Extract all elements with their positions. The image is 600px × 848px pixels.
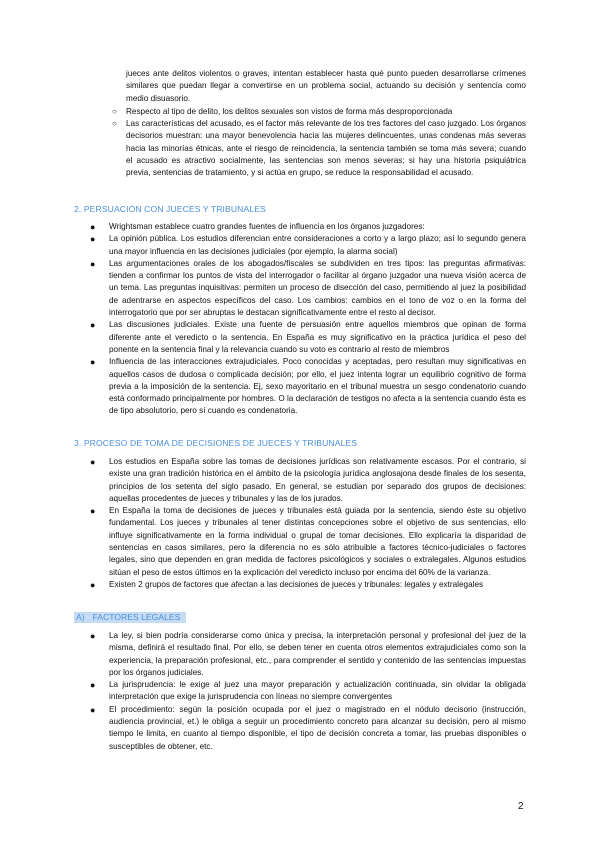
- section-heading: 2. PERSUACIÓN CON JUECES Y TRIBUNALES: [74, 204, 266, 214]
- bullet-item: [74, 319, 526, 356]
- bullet-item: [74, 221, 526, 233]
- section-heading: 3. PROCESO DE TOMA DE DECISIONES DE JUECES Y TRIBUNALES: [74, 438, 358, 448]
- bullet-text: Los estudios en España sobre las tomas de decisiones jurídicas son relativamente escasos. Por el contrario, si existe una gran tradición histórica en el ámbito de la psicología jurídica anglosajona desde finales de los sesenta, principios de los setenta del siglo pasado. En general, se estudian por separado dos grupos de decisiones: aquellas procedentes de jueces y tribunales y las de los jurados.: [109, 457, 526, 503]
- bullet-text: Las discusiones judiciales. Existe una fuente de persuasión entre aquellos miembros que opinan de forma diferente ante el veredicto o la sentencia. En España es muy significativo en la práctica jurídica el peso del ponente en la sentencia final y la relevancia cuando su voto es contrario al resto de miembros: [109, 320, 526, 354]
- bullet-item: [74, 704, 526, 753]
- bullet-item: [74, 679, 526, 704]
- bullet-text: La opinión pública. Los estudios diferencian entre consideraciones a corto y a largo plazo; así lo segundo genera una mayor influencia en las decisiones judiciales (por ejemplo, la alarma social): [109, 234, 526, 256]
- bullet-item: [74, 258, 526, 319]
- bullet-item: [74, 356, 526, 417]
- disc-bullet-icon: ●: [90, 704, 96, 715]
- disc-bullet-icon: ●: [90, 631, 96, 641]
- sub-bullet-item: [112, 118, 526, 179]
- bullet-item: [74, 233, 526, 258]
- subsection-title: FACTORES LEGALES: [92, 612, 181, 622]
- bullet-text: Wrightsman establece cuatro grandes fuentes de influencia en los órganos juzgadores:: [109, 222, 425, 231]
- bullet-item: [74, 505, 526, 579]
- sub-bullet-item: [112, 106, 526, 118]
- bullet-text: En España la toma de decisiones de jueces y tribunales está guiada por la sentencia, siendo éste su objetivo fundamental. Los jueces y tribunales al tener distintas concepciones sobre el objetivo de sus sentencias, ello influye significativamente en la forma individual o grupal de tomar decisiones. Ello explicaría la disparidad de sentencias en casos similares, pero la diferencia no es sólo atribuible a factores técnico-judiciales o factores legales, sino que dependen en gran medida de factores psicológicos y sociales o extralegales. Algunos estudios sitúan el peso de estos últimos en la explicación del veredicto incluso por encima del 60% de la varianza.: [109, 506, 526, 577]
- sub-bullet-text: Las características del acusado, es el factor más relevante de los tres factores del caso juzgado. Los órganos decisorios muestran: una mayor benevolencia hacia las mujeres delincuentes, unas condenas más severas hacia las minorías étnicas, ante el riesgo de reincidencia, la sentencia también se toma más severa; cuando el acusado es atractivo socialmente, las sentencias son menos severas; si hay una historia psiquiátrica previa, sentencias de tratamiento, y si actúa en grupo, se reduce la responsabilidad el acusado.: [126, 119, 526, 178]
- subsection-a-list: [74, 630, 526, 753]
- continuation-block: [112, 68, 526, 180]
- disc-bullet-icon: ●: [90, 320, 96, 331]
- disc-bullet-icon: ●: [90, 357, 96, 368]
- section2-list: [74, 221, 526, 418]
- page-number: 2: [518, 801, 524, 812]
- bullet-text: El procedimiento: según la posición ocupada por el juez o magistrado en el nódulo decisorio (instrucción, audiencia provincial, et.) le obliga a seguir un procedimiento concreto para alcanzar su decisión, pero al mismo tiempo le limita, en cuanto al tiempo disponible, el tipo de decisión concreta a tomar, las pruebas disponibles o susceptibles de obtener, etc.: [109, 704, 526, 751]
- circle-bullet-icon: ○: [112, 119, 117, 129]
- bullet-text: La jurisprudencia: le exige al juez una mayor preparación y actualización continuada, sin olvidar la obligada interpretación que exige la jurisprudencia con líneas no siempre convergentes: [109, 680, 526, 702]
- sub-bullet-text: Respecto al tipo de delito, los delitos sexuales son vistos de forma más desproporcionada: [126, 106, 453, 116]
- bullet-text: Las argumentaciones orales de los abogados/fiscales se subdividen en tres tipos: las preguntas afirmativas: tienden a confirmar los puntos de vista del interrogador o facilitar al órgano juzgador una nueva visión acerca de un tema. Las preguntas inquisitivas: permiten un proceso de disección del caso, permitiendo al juez la posibilidad de adentrarse en aspectos específicos del caso. Los cambios: cambios en el tono de voz o en la forma del interrogatorio que por ser abruptas le destacan significativamente entre el resto al decisor.: [109, 258, 526, 318]
- subsection-heading: [74, 612, 186, 623]
- disc-bullet-icon: ●: [90, 506, 96, 517]
- bullet-item: [74, 579, 526, 591]
- disc-bullet-icon: ●: [90, 680, 96, 691]
- subsection-number: A): [76, 612, 85, 622]
- bullet-text: La ley, si bien podría considerarse como única y precisa, la interpretación personal y profesional del juez de la misma, definirá el resultado final. Por ello, se deben tener en cuenta otros elementos extrajudiciales como son la experiencia, la preparación profesional, etc., para comprender el sentido y contenido de las sentencias impuestas por los órganos judiciales.: [109, 631, 526, 677]
- bullet-text: Existen 2 grupos de factores que afectan a las decisiones de jueces y tribunales: legales y extralegales: [109, 579, 484, 589]
- section3-list: [74, 456, 526, 591]
- circle-bullet-icon: ○: [112, 106, 117, 116]
- bullet-item: [74, 630, 526, 679]
- disc-bullet-icon: ●: [90, 234, 96, 245]
- continuation-text: jueces ante delitos violentos o graves, intentan establecer hasta qué punto pueden desarrollarse crímenes similares que puedan llegar a convertirse en un problema social, actuando su decisión y sentencia como medio disuasorio.: [126, 69, 526, 103]
- disc-bullet-icon: ●: [90, 457, 96, 467]
- bullet-item: [74, 456, 526, 505]
- disc-bullet-icon: ●: [90, 579, 96, 590]
- bullet-text: Influencia de las interacciones extrajudiciales. Poco conocidas y aceptadas, pero resultan muy significativas en aquellos casos de dudosa o complicada decisión; por ello, el juez intenta lograr un equilibrio cognitivo de forma previa a la imposición de la sentencia. Ej, sexo mayoritario en el tribunal muestra un sesgo condenatorio cuando está conformado principalmente por hombres. O la declaración de testigos no afecta a la sentencia cuando ésta es de tipo absolutorio, pero sí cuando es condenatoria.: [109, 357, 526, 416]
- disc-bullet-icon: ●: [90, 258, 96, 269]
- disc-bullet-icon: ●: [90, 222, 96, 232]
